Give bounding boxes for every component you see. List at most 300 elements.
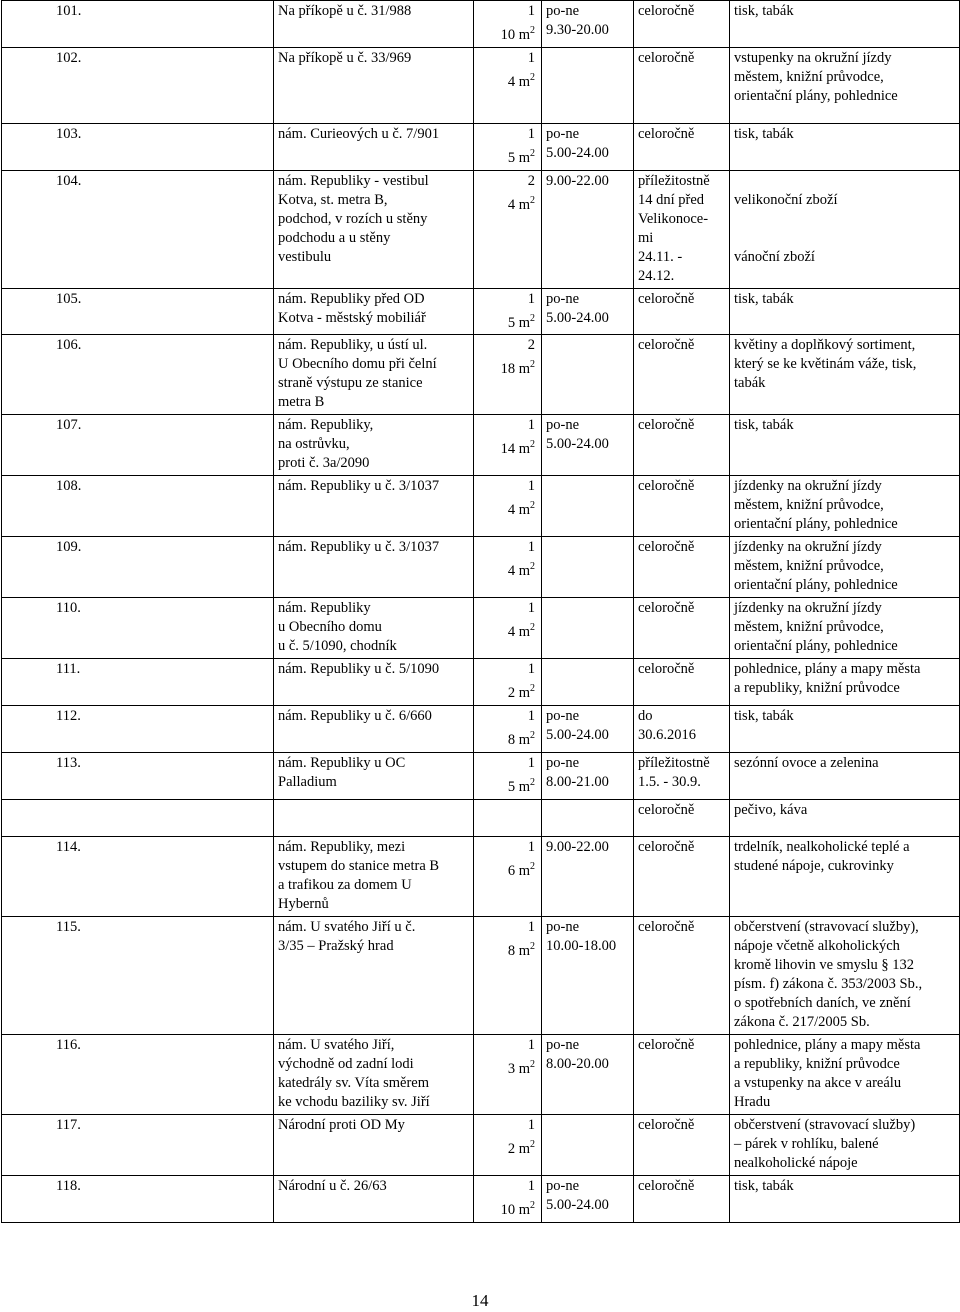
- cell-hours: [542, 335, 634, 415]
- cell-goods: [730, 335, 960, 415]
- location-line: východně od zadní lodi: [278, 1055, 414, 1072]
- area-superscript: 2: [530, 1058, 535, 1070]
- table-row: [2, 1114, 960, 1175]
- stand-count: 1: [527, 918, 535, 935]
- cell-period: [634, 753, 730, 800]
- goods-line: orientační plány, pohlednice: [734, 577, 898, 594]
- cell-goods: [730, 1114, 960, 1175]
- cell-number: [2, 1034, 274, 1114]
- goods-line: městem, knižní průvodce,: [734, 497, 884, 514]
- row-number: 107.: [56, 417, 82, 434]
- period-line: celoročně: [638, 49, 695, 66]
- stand-area: [478, 557, 535, 581]
- cell-number: [2, 1, 274, 48]
- hours-line: 5.00-24.00: [546, 436, 609, 453]
- table-row: [2, 706, 960, 753]
- cell-hours: [542, 476, 634, 537]
- row-number: 103.: [56, 125, 82, 142]
- location-line: Hybernů: [278, 895, 329, 912]
- location-line: u č. 5/1090, chodník: [278, 638, 397, 655]
- area-superscript: 2: [530, 25, 535, 36]
- stand-count: 1: [527, 1116, 535, 1133]
- cell-location: [274, 836, 474, 916]
- cell-goods: [730, 916, 960, 1034]
- goods-line: tisk, tabák: [734, 417, 794, 434]
- area-superscript: 2: [530, 147, 535, 159]
- goods-line: velikonoční zboží: [734, 191, 838, 208]
- hours-line: 9.30-20.00: [546, 22, 609, 38]
- area-superscript: 2: [530, 1138, 535, 1150]
- goods-line: vstupenky na okružní jízdy: [734, 49, 892, 66]
- cell-hours: [542, 1034, 634, 1114]
- location-line: ke vchodu baziliky sv. Jiří: [278, 1093, 430, 1110]
- area-value: 5 m: [507, 778, 530, 795]
- cell-area: [474, 836, 542, 916]
- hours-line: 9.00-22.00: [546, 838, 609, 855]
- period-line: celoročně: [638, 918, 695, 935]
- cell-location: [274, 1, 474, 48]
- cell-area: [474, 415, 542, 476]
- location-line: nám. Republiky - vestibul: [278, 172, 429, 189]
- cell-number: [2, 836, 274, 916]
- location-line: Na příkopě u č. 31/988: [278, 3, 412, 19]
- area-value: 4 m: [507, 73, 530, 90]
- goods-line: orientační plány, pohlednice: [734, 516, 898, 533]
- location-line: Kotva - městský mobiliář: [278, 309, 426, 326]
- stand-area: [478, 496, 535, 520]
- hours-line: 5.00-24.00: [546, 1196, 609, 1213]
- table-row: [2, 836, 960, 916]
- cell-area: [474, 476, 542, 537]
- location-line: vestibulu: [278, 248, 332, 265]
- row-number: 112.: [56, 708, 81, 725]
- cell-number: [2, 1114, 274, 1175]
- cell-goods: [730, 659, 960, 706]
- period-line: celoročně: [638, 1036, 695, 1053]
- cell-hours: [542, 415, 634, 476]
- row-number: 108.: [56, 478, 82, 495]
- stand-count: 1: [527, 539, 535, 556]
- period-line: celoročně: [638, 337, 695, 354]
- area-superscript: 2: [530, 1199, 535, 1211]
- cell-period: [634, 659, 730, 706]
- hours-line: po-ne: [546, 125, 580, 142]
- location-line: nám. Republiky před OD: [278, 290, 425, 307]
- table-row: [2, 1, 960, 48]
- cell-hours: [542, 799, 634, 836]
- goods-line: městem, knižní průvodce,: [734, 619, 884, 636]
- location-line: katedrály sv. Víta směrem: [278, 1074, 429, 1091]
- cell-goods: [730, 476, 960, 537]
- cell-area: [474, 799, 542, 836]
- cell-area: [474, 598, 542, 659]
- period-line: celoročně: [638, 600, 695, 617]
- cell-number: [2, 476, 274, 537]
- period-line: celoročně: [638, 478, 695, 495]
- stand-count: 1: [527, 755, 535, 772]
- goods-line: který se ke květinám váže, tisk,: [734, 356, 917, 373]
- goods-line: tisk, tabák: [734, 125, 794, 142]
- table-row: [2, 476, 960, 537]
- table-row: [2, 1034, 960, 1114]
- goods-line: o spotřebních daních, ve znění: [734, 994, 911, 1011]
- location-line: Národní u č. 26/63: [278, 1177, 387, 1194]
- stand-area: [478, 68, 535, 92]
- goods-line: sezónní ovoce a zelenina: [734, 755, 879, 772]
- stand-area: [478, 435, 535, 459]
- cell-location: [274, 916, 474, 1034]
- location-line: nám. Curieových u č. 7/901: [278, 125, 440, 142]
- cell-period: [634, 123, 730, 170]
- cell-period: [634, 1034, 730, 1114]
- hours-line: po-ne: [546, 708, 580, 725]
- goods-line: městem, knižní průvodce,: [734, 558, 884, 575]
- table-row: [2, 916, 960, 1034]
- hours-line: po-ne: [546, 290, 580, 307]
- location-line: nám. U svatého Jiří,: [278, 1036, 395, 1053]
- location-line: nám. Republiky u č. 6/660: [278, 708, 432, 725]
- cell-number: [2, 659, 274, 706]
- cell-area: [474, 916, 542, 1034]
- cell-location: [274, 288, 474, 335]
- area-superscript: 2: [530, 683, 535, 695]
- cell-period: [634, 1114, 730, 1175]
- goods-line: občerstvení (stravovací služby),: [734, 918, 919, 935]
- goods-line: tabák: [734, 375, 766, 392]
- stand-area: [478, 773, 535, 797]
- cell-location: [274, 753, 474, 800]
- cell-number: [2, 537, 274, 598]
- area-superscript: 2: [530, 194, 535, 206]
- table-body: [2, 1, 960, 1223]
- stand-area: [478, 1055, 535, 1079]
- location-line: nám. Republiky: [278, 600, 371, 617]
- stand-area: [478, 618, 535, 642]
- cell-area: [474, 1114, 542, 1175]
- row-number: 110.: [56, 600, 81, 617]
- area-value: 2 m: [507, 1140, 530, 1157]
- area-value: 10 m: [500, 26, 530, 43]
- cell-number: [2, 1175, 274, 1222]
- cell-period: [634, 415, 730, 476]
- table-row: [2, 415, 960, 476]
- cell-area: [474, 123, 542, 170]
- page-number: 14: [471, 1291, 489, 1310]
- location-line: nám. Republiky u č. 3/1037: [278, 539, 440, 556]
- cell-location: [274, 170, 474, 288]
- cell-hours: [542, 836, 634, 916]
- cell-area: [474, 537, 542, 598]
- goods-line: [734, 229, 955, 248]
- period-line: celoročně: [638, 661, 695, 678]
- goods-line: pohlednice, plány a mapy města: [734, 1036, 921, 1053]
- cell-location: [274, 476, 474, 537]
- location-line: metra B: [278, 394, 325, 411]
- goods-line: tisk, tabák: [734, 1177, 794, 1194]
- period-line: příležitostně: [638, 172, 710, 189]
- goods-line: a republiky, knižní průvodce: [734, 1055, 900, 1072]
- goods-line: orientační plány, pohlednice: [734, 638, 898, 655]
- hours-line: 9.00-22.00: [546, 172, 609, 189]
- cell-hours: [542, 706, 634, 753]
- period-line: 24.11. -: [638, 248, 683, 265]
- area-value: 14 m: [500, 441, 530, 458]
- cell-period: [634, 799, 730, 836]
- area-superscript: 2: [530, 312, 535, 324]
- cell-period: [634, 706, 730, 753]
- area-superscript: 2: [530, 860, 535, 872]
- location-line: nám. U svatého Jiří u č.: [278, 918, 416, 935]
- cell-location: [274, 335, 474, 415]
- row-number: 111.: [56, 661, 81, 678]
- table-row: [2, 1175, 960, 1222]
- cell-hours: [542, 916, 634, 1034]
- hours-line: 8.00-21.00: [546, 774, 609, 791]
- cell-goods: [730, 1175, 960, 1222]
- area-superscript: 2: [530, 730, 535, 742]
- cell-goods: [730, 47, 960, 123]
- cell-area: [474, 288, 542, 335]
- table-row: [2, 753, 960, 800]
- area-value: 4 m: [507, 563, 530, 580]
- cell-goods: [730, 123, 960, 170]
- goods-line: jízdenky na okružní jízdy: [734, 478, 882, 495]
- stand-count: 1: [527, 290, 535, 307]
- area-value: 4 m: [507, 624, 530, 641]
- cell-period: [634, 47, 730, 123]
- cell-location: [274, 659, 474, 706]
- area-value: 5 m: [507, 314, 530, 331]
- location-line: Kotva, st. metra B,: [278, 191, 388, 208]
- location-line: Palladium: [278, 774, 337, 791]
- period-line: do: [638, 708, 653, 725]
- cell-goods: [730, 288, 960, 335]
- area-value: 4 m: [507, 196, 530, 213]
- row-number: 116.: [56, 1036, 81, 1053]
- cell-area: [474, 47, 542, 123]
- cell-number: [2, 335, 274, 415]
- cell-goods: [730, 537, 960, 598]
- area-value: 6 m: [507, 862, 530, 879]
- cell-hours: [542, 1, 634, 48]
- cell-number: [2, 916, 274, 1034]
- cell-location: [274, 598, 474, 659]
- cell-location: [274, 799, 474, 836]
- goods-line: tisk, tabák: [734, 290, 794, 307]
- location-line: nám. Republiky u č. 3/1037: [278, 478, 440, 495]
- hours-line: 5.00-24.00: [546, 309, 609, 326]
- cell-number: [2, 170, 274, 288]
- period-line: Velikonoce-: [638, 210, 709, 227]
- cell-period: [634, 916, 730, 1034]
- table-row: [2, 47, 960, 123]
- goods-line: jízdenky na okružní jízdy: [734, 600, 882, 617]
- stand-count: 1: [527, 661, 535, 678]
- stand-area: [478, 857, 535, 881]
- goods-line: orientační plány, pohlednice: [734, 87, 898, 104]
- location-line: straně výstupu ze stanice: [278, 375, 423, 392]
- cell-number: [2, 598, 274, 659]
- stand-area: [478, 144, 535, 168]
- goods-line: pečivo, káva: [734, 801, 808, 818]
- area-value: 8 m: [507, 942, 530, 959]
- period-line: celoročně: [638, 539, 695, 556]
- goods-line: – párek v rohlíku, balené: [734, 1135, 879, 1152]
- goods-line: kromě lihovin ve smyslu § 132: [734, 956, 915, 973]
- stand-area: [478, 679, 535, 703]
- goods-line: květiny a doplňkový sortiment,: [734, 337, 916, 354]
- cell-area: [474, 1175, 542, 1222]
- row-number: 113.: [56, 755, 81, 772]
- row-number: 115.: [56, 918, 81, 935]
- table-row: [2, 799, 960, 836]
- goods-line: písm. f) zákona č. 353/2003 Sb.,: [734, 975, 923, 992]
- cell-location: [274, 706, 474, 753]
- period-line: mi: [638, 229, 654, 246]
- area-superscript: 2: [530, 439, 535, 451]
- area-value: 3 m: [507, 1060, 530, 1077]
- goods-line: pohlednice, plány a mapy města: [734, 661, 921, 678]
- stand-count: 1: [527, 708, 535, 725]
- table-row: [2, 598, 960, 659]
- table-row: [2, 123, 960, 170]
- area-value: 2 m: [507, 685, 530, 702]
- hours-line: 5.00-24.00: [546, 144, 609, 161]
- stands-table: [1, 0, 960, 1223]
- stand-count: 1: [527, 417, 535, 434]
- area-superscript: 2: [530, 622, 535, 634]
- table-row: [2, 288, 960, 335]
- cell-area: [474, 1034, 542, 1114]
- cell-number: [2, 47, 274, 123]
- period-line: celoročně: [638, 1116, 695, 1133]
- row-number: 101.: [56, 3, 82, 19]
- location-line: Na příkopě u č. 33/969: [278, 49, 412, 66]
- cell-period: [634, 1, 730, 48]
- goods-line: nápoje včetně alkoholických: [734, 937, 900, 954]
- location-line: podchod, v rozích u stěny: [278, 210, 428, 227]
- stand-count: 2: [527, 172, 535, 189]
- cell-area: [474, 335, 542, 415]
- area-value: 5 m: [507, 149, 530, 166]
- hours-line: po-ne: [546, 1036, 580, 1053]
- area-value: 18 m: [500, 361, 530, 378]
- period-line: 1.5. - 30.9.: [638, 774, 701, 791]
- cell-goods: [730, 753, 960, 800]
- area-value: 8 m: [507, 732, 530, 749]
- cell-goods: [730, 1, 960, 48]
- cell-hours: [542, 1114, 634, 1175]
- cell-goods: [730, 415, 960, 476]
- location-line: 3/35 – Pražský hrad: [278, 937, 394, 954]
- cell-hours: [542, 598, 634, 659]
- stand-count: 1: [527, 3, 535, 19]
- period-line: celoročně: [638, 3, 695, 19]
- cell-area: [474, 170, 542, 288]
- cell-location: [274, 47, 474, 123]
- stand-count: 1: [527, 1036, 535, 1053]
- table-row: [2, 659, 960, 706]
- cell-goods: [730, 799, 960, 836]
- cell-goods: [730, 598, 960, 659]
- row-number: 114.: [56, 838, 81, 855]
- cell-location: [274, 1114, 474, 1175]
- cell-hours: [542, 659, 634, 706]
- area-superscript: 2: [530, 359, 535, 371]
- stand-area: [478, 937, 535, 961]
- cell-number: [2, 415, 274, 476]
- location-line: nám. Republiky, mezi: [278, 838, 406, 855]
- period-line: příležitostně: [638, 755, 710, 772]
- cell-period: [634, 537, 730, 598]
- stand-count: 1: [527, 478, 535, 495]
- goods-line: městem, knižní průvodce,: [734, 68, 884, 85]
- stand-area: [478, 309, 535, 333]
- location-line: nám. Republiky u OC: [278, 755, 406, 772]
- cell-number: [2, 799, 274, 836]
- period-line: 14 dní před: [638, 191, 705, 208]
- row-number: 102.: [56, 49, 82, 66]
- cell-area: [474, 753, 542, 800]
- hours-line: 10.00-18.00: [546, 937, 617, 954]
- period-line: celoročně: [638, 1177, 695, 1194]
- hours-line: po-ne: [546, 755, 580, 772]
- hours-line: 8.00-20.00: [546, 1055, 609, 1072]
- stand-area: [478, 726, 535, 750]
- area-value: 10 m: [500, 1201, 530, 1218]
- table-row: [2, 335, 960, 415]
- cell-area: [474, 659, 542, 706]
- hours-line: po-ne: [546, 3, 580, 19]
- stand-area: [478, 1135, 535, 1159]
- cell-period: [634, 1175, 730, 1222]
- goods-line: vánoční zboží: [734, 248, 815, 265]
- location-line: nám. Republiky,: [278, 417, 374, 434]
- period-line: celoročně: [638, 417, 695, 434]
- goods-line: a republiky, knižní průvodce: [734, 680, 900, 697]
- cell-number: [2, 706, 274, 753]
- cell-number: [2, 753, 274, 800]
- stand-area: [478, 355, 535, 379]
- area-superscript: 2: [530, 500, 535, 512]
- cell-hours: [542, 123, 634, 170]
- area-superscript: 2: [530, 777, 535, 789]
- period-line: 30.6.2016: [638, 727, 696, 744]
- stand-count: 1: [527, 838, 535, 855]
- location-line: na ostrůvku,: [278, 436, 350, 453]
- stand-count: 1: [527, 49, 535, 66]
- stand-count: 1: [527, 1177, 535, 1194]
- period-line: 24.12.: [638, 267, 675, 284]
- goods-line: zákona č. 217/2005 Sb.: [734, 1013, 870, 1030]
- cell-period: [634, 288, 730, 335]
- location-line: proti č. 3a/2090: [278, 455, 370, 472]
- area-superscript: 2: [530, 940, 535, 952]
- stand-area: [478, 1196, 535, 1220]
- row-number: 118.: [56, 1177, 81, 1194]
- goods-line: trdelník, nealkoholické teplé a: [734, 838, 910, 855]
- goods-line: nealkoholické nápoje: [734, 1154, 858, 1171]
- location-line: nám. Republiky u č. 5/1090: [278, 661, 440, 678]
- cell-hours: [542, 537, 634, 598]
- cell-goods: [730, 170, 960, 288]
- row-number: 109.: [56, 539, 82, 556]
- cell-goods: [730, 836, 960, 916]
- hours-line: po-ne: [546, 417, 580, 434]
- table-row: [2, 170, 960, 288]
- goods-line: jízdenky na okružní jízdy: [734, 539, 882, 556]
- hours-line: 5.00-24.00: [546, 727, 609, 744]
